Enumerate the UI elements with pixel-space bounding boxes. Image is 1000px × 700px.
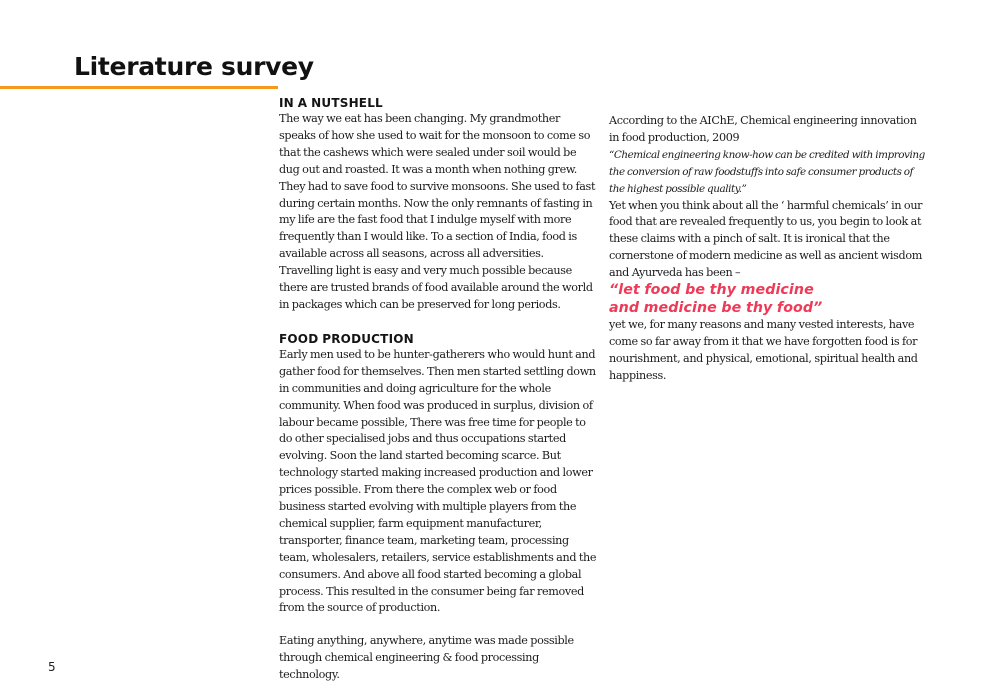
left-column: [279, 95, 599, 684]
highlight-quote-line-1: “let food be thy medicine: [609, 282, 814, 299]
aiche-citation: According to the AIChE, Chemical engineering innovation in food production, 2009: [609, 114, 917, 144]
page-title: Literature survey: [74, 52, 314, 81]
food-production-paragraph-2: Eating anything, anywhere, anytime was made possible through chemical engineering & food processing technology.: [279, 634, 574, 682]
right-column: [609, 113, 929, 385]
title-underline-rule: [0, 86, 278, 89]
page-number: 5: [48, 660, 56, 674]
aiche-quote: “Chemical engineering know-how can be credited with improving the conversion of raw foodstuffs into safe consumer products of the highest possible quality.”: [609, 148, 925, 195]
section-spacer: [279, 314, 599, 331]
highlight-quote-line-2: and medicine be thy food”: [609, 299, 823, 316]
section-heading-in-a-nutshell: IN A NUTSHELL: [279, 96, 383, 110]
harmful-chemicals-paragraph: Yet when you think about all the ‘ harmful chemicals’ in our food that are revealed frequently to us, you begin to look at these claims with a pinch of salt. It is ironical that the cornerstone of modern medicine as well as ancient wisdom and Ayurveda has been –: [609, 198, 923, 280]
food-production-paragraph-1: Early men used to be hunter-gatherers who would hunt and gather food for themselves. Then men started settling down in communities and doing agriculture for the whole community. When food was produced in surplus, division of labour became possible, There was free time for people to do other specialised jobs and thus occupations started evolving. Soon the land started becoming scarce. But technology started making increased production and lower prices possible. From there the complex web or food business started evolving with multiple players from the chemical supplier, farm equipment manufacturer, transporter, finance team, marketing team, processing team, wholesalers, retailers, service establishments and the consumers. And above all food started becoming a global process. This resulted in the consumer being far removed from the source of production.: [279, 347, 597, 615]
paragraph-spacer: [279, 617, 599, 633]
section-heading-food-production: FOOD PRODUCTION: [279, 331, 414, 346]
nutshell-paragraph: The way we eat has been changing. My grandmother speaks of how she used to wait for the monsoon to come so that the cashews which were sealed under soil would be dug out and roasted. It was a month when nothing grew. They had to save food to survive monsoons. She used to fast during certain months. Now the only remnants of fasting in my life are the fast food that I indulge myself with more frequently than I would like. To a section of India, food is available across all seasons, across all adversities. Travelling light is easy and very much possible because there are trusted brands of food available around the world in packages which can be preserved for long periods.: [279, 112, 596, 311]
conclusion-paragraph: yet we, for many reasons and many vested interests, have come so far away from it that we have forgotten food is for nourishment, and physical, emotional, spiritual health and happiness.: [609, 318, 918, 382]
